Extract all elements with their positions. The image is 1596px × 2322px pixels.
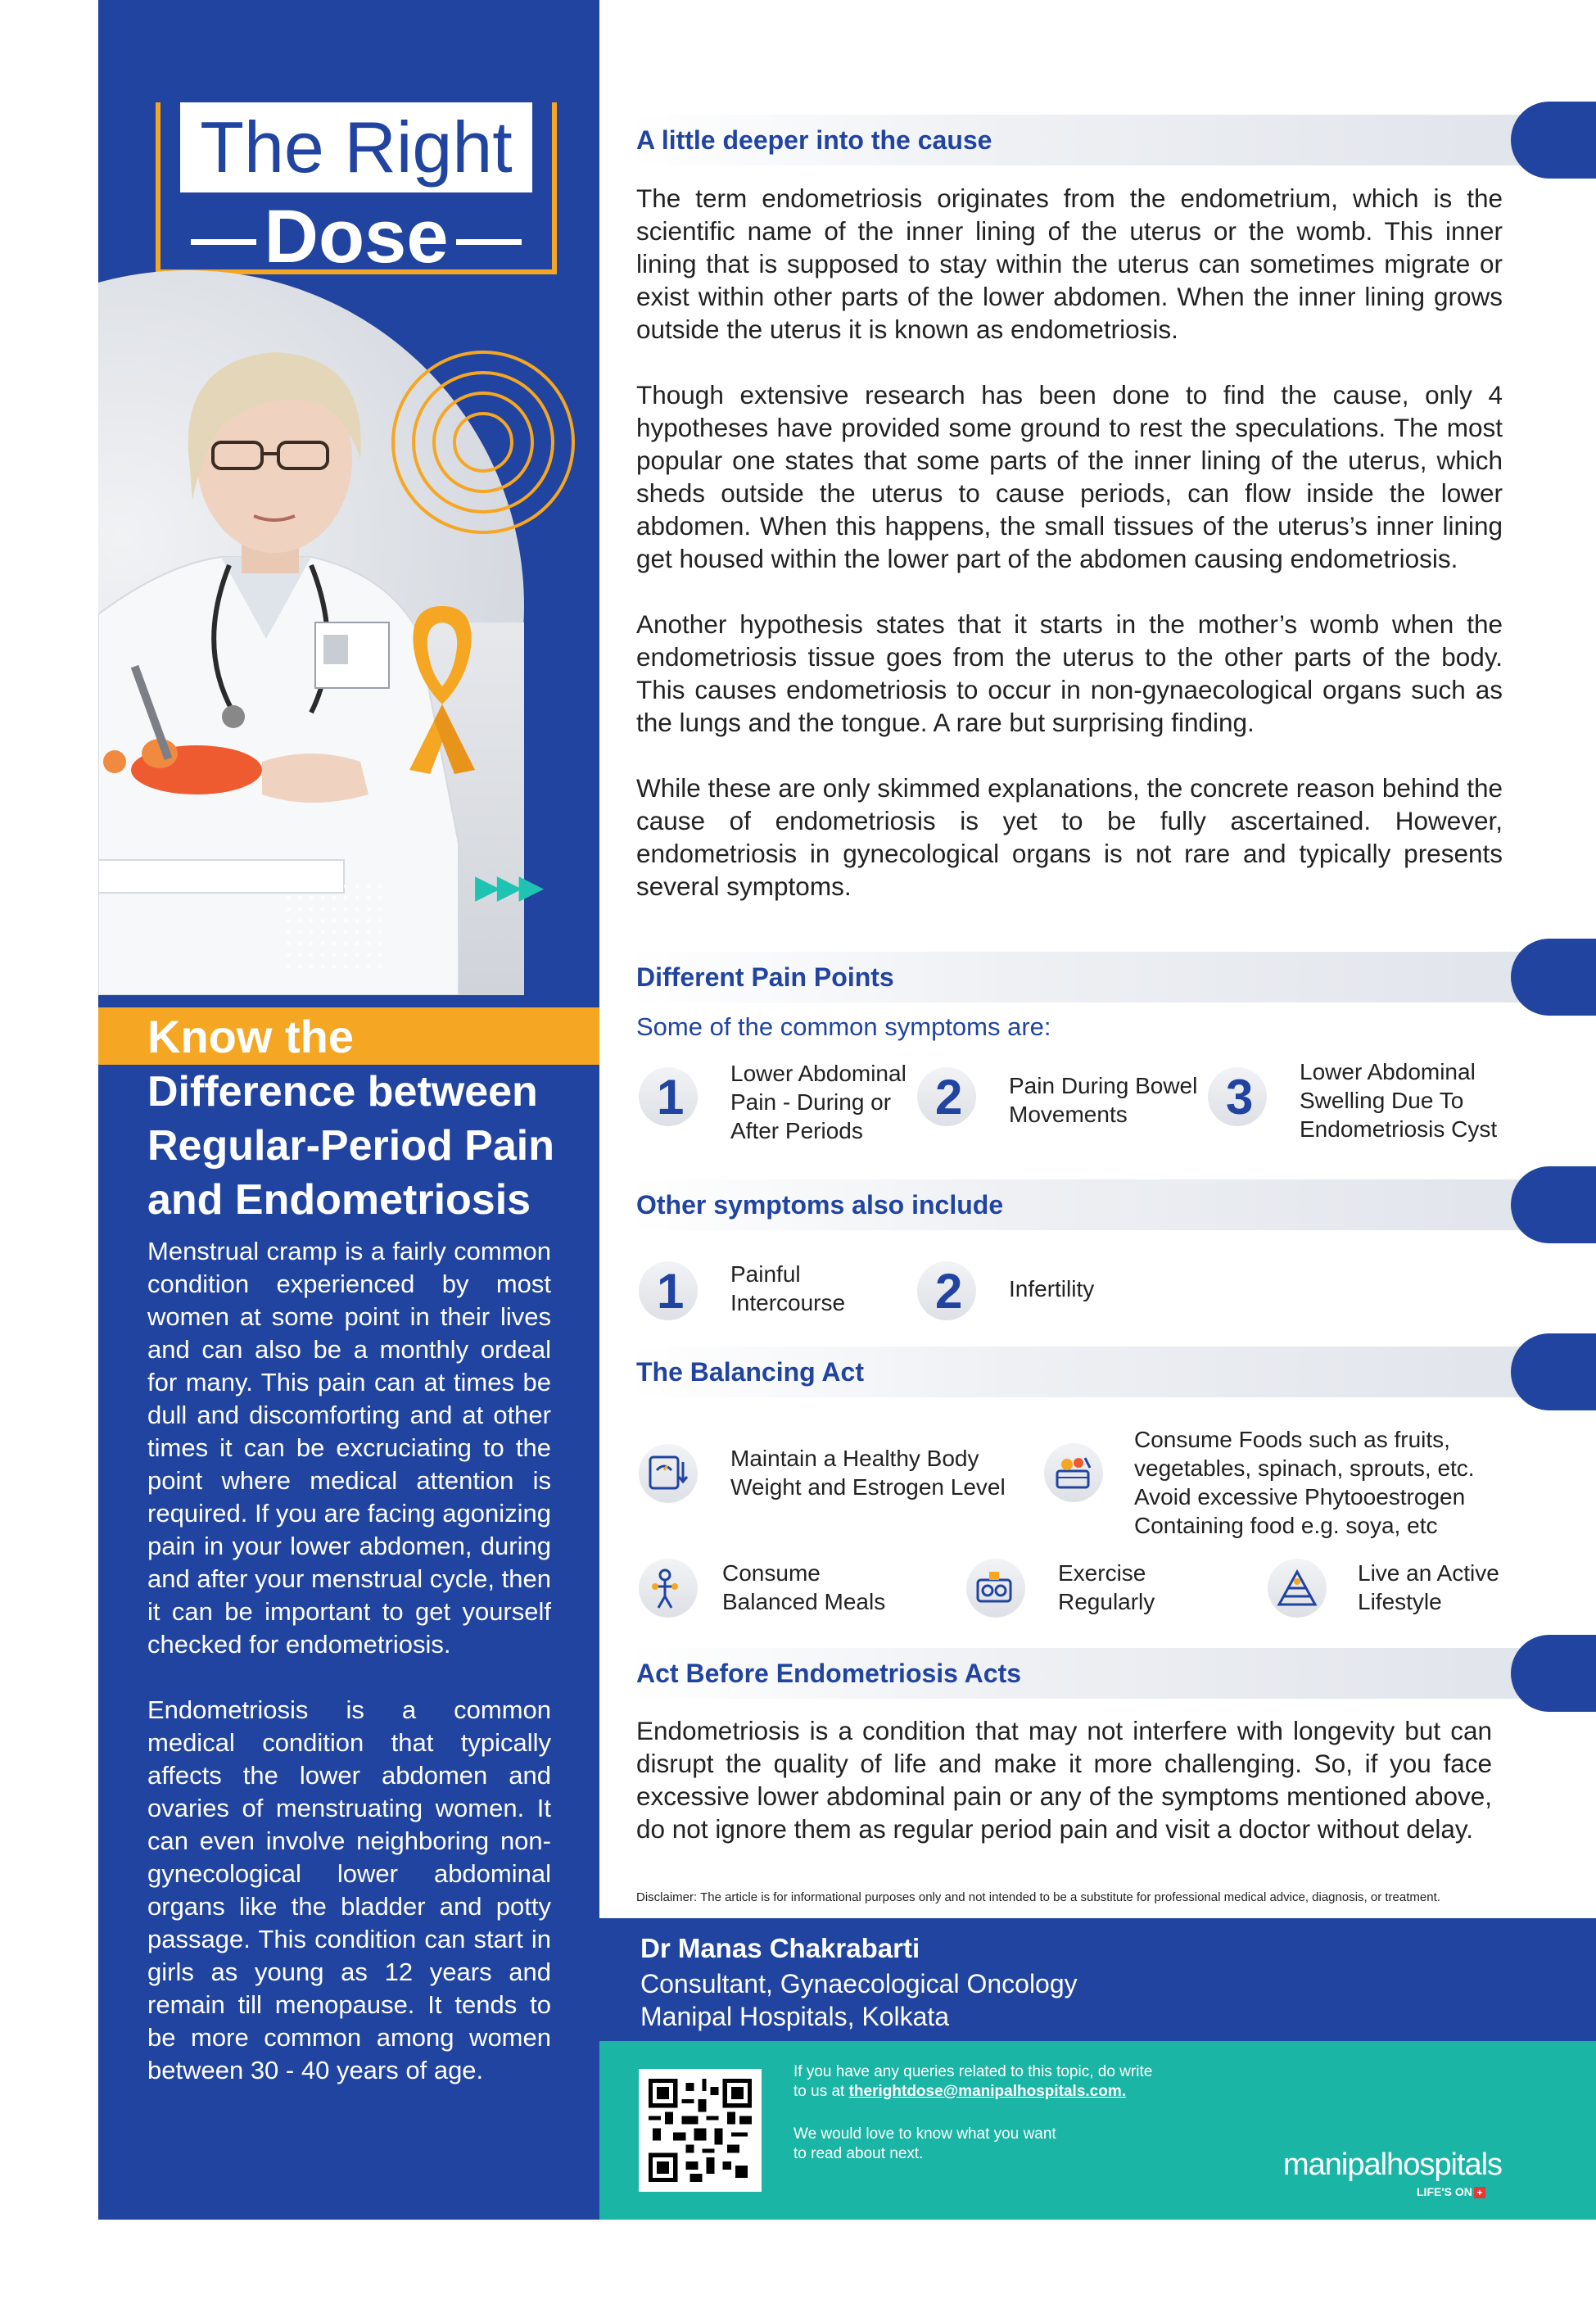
number-badge-text: 2 [935,1070,963,1125]
balance-item-lifestyle-line2: Lifestyle [1358,1589,1442,1614]
concentric-rings-graphic [389,348,577,536]
other-item-2-text [1009,1274,1094,1303]
balance-item-foods-line1: Consume Foods such as fruits, [1134,1427,1450,1452]
pain-item-1 [639,1059,917,1143]
footer-line2-prefix: to us at [793,2083,849,2100]
plus-cross-icon: + [1474,2187,1485,2198]
number-badge [917,1067,976,1126]
balance-item-lifestyle-text [1358,1559,1499,1616]
food-basket-icon [1044,1443,1103,1502]
number-badge [917,1261,976,1320]
pain-item-3 [1208,1059,1519,1142]
other-item-1-line1: Painful [730,1261,801,1287]
left-title-line4: and Endometriosis [147,1176,531,1224]
left-paragraph-2: Endometriosis is a common medical condition that typically affects the lower abdomen and ovaries of menstruating women. It can even involve neighboring non-gynecological lower abdominal organs like the bladder and potty passage. This condition can start in girls as young as 12 years and remain till menopause. It tends to be more common among women between 30 - 40 years of age. [147,1695,551,2084]
pain-item-3-text [1300,1057,1497,1143]
section-header-other [626,1179,1593,1230]
cause-body [636,182,1503,935]
doctor-hospital: Manipal Hospitals, Kolkata [640,2002,950,2031]
number-badge [639,1261,698,1320]
left-title-line1: Know the [147,1011,354,1062]
pain-item-2-line2: Movements [1009,1102,1128,1127]
footer-contact-text [793,2062,1152,2102]
balance-item-weight-line2: Weight and Estrogen Level [730,1474,1006,1500]
section-title-cause: A little deeper into the cause [636,125,992,155]
cause-paragraph-2: Though extensive research has been done to find the cause, only 4 hypotheses have provided some ground to rest the speculations. The most popular one states that some parts of the inner lining of the uterus, which sheds outside the uterus to cause periods, can flow inside the lower abdomen. When this happens, the small tissues of the uterus’s inner lining get housed within the lower part of the abdomen causing endometriosis. [636,380,1503,573]
other-item-1-line2: Intercourse [730,1290,846,1315]
section-header-cause [626,115,1593,165]
footer-line4: to read about next. [793,2145,924,2162]
triple-arrow-icon: ▶▶▶ [475,869,541,905]
cause-paragraph-3: Another hypothesis states that it starts in the mother’s womb when the endometriosis tissue goes from the uterus to the other parts of the body. This causes endometriosis to occur in non-gynaecological organs such as the lungs and the tongue. A rare but surprising finding. [636,609,1503,737]
doctor-info-bar [599,1918,1596,2041]
balance-item-exercise [966,1552,1237,1626]
section-title-act: Act Before Endometriosis Acts [636,1659,1022,1688]
left-column [98,0,599,2220]
section-header-act [626,1648,1593,1699]
qr-code[interactable] [639,2069,762,2192]
balance-item-exercise-line1: Exercise [1058,1560,1146,1586]
contact-email-link[interactable]: therightdose@manipalhospitals.com. [848,2083,1127,2100]
balance-item-lifestyle-line1: Live an Active [1358,1560,1499,1586]
logo-dash-left [191,239,256,245]
other-item-1 [639,1253,917,1327]
pain-subheading: Some of the common symptoms are: [636,1012,1051,1041]
section-tab-act [1511,1635,1596,1712]
logo-title-bottom-text: Dose [264,195,449,278]
left-body-text [147,1235,551,2120]
balance-item-foods-line4: Containing food e.g. soya, etc [1134,1513,1438,1538]
pain-item-3-line2: Swelling Due To [1300,1088,1464,1113]
left-title [147,1007,590,1227]
qr-code-image [649,2079,752,2182]
number-badge [639,1067,698,1126]
section-header-pain [626,952,1593,1003]
number-badge-text: 2 [935,1264,963,1319]
number-badge-text: 1 [657,1070,685,1125]
section-tab-balance [1511,1333,1596,1410]
balance-item-foods-line3: Avoid excessive Phytooestrogen [1134,1484,1466,1510]
other-item-2 [917,1253,1196,1327]
pain-item-1-line3: After Periods [730,1118,863,1143]
exercise-icon [966,1559,1025,1618]
footer-line1: If you have any queries related to this topic, do write [793,2063,1153,2080]
balance-item-weight-line1: Maintain a Healthy Body [730,1446,979,1471]
balance-item-exercise-text [1058,1559,1155,1616]
balance-item-lifestyle [1268,1552,1538,1626]
food-pyramid-icon [1268,1559,1327,1618]
logo-dash-right [456,239,522,245]
footer-bar [599,2041,1596,2220]
logo-title-bottom [156,195,557,278]
weight-scale-icon [639,1444,698,1503]
balance-item-weight-text [730,1444,1006,1501]
logo-title-top: The Right [180,102,532,192]
other-item-1-text [730,1260,845,1317]
manipal-hospitals-logo: manipalhospitals [1283,2148,1503,2182]
section-tab-cause [1511,102,1596,179]
number-badge-text: 3 [1226,1070,1254,1125]
footer-invite-text [793,2125,1056,2164]
section-tab-pain [1511,939,1596,1016]
pain-item-1-text [730,1059,907,1145]
pain-item-3-line1: Lower Abdominal [1300,1059,1476,1084]
pain-item-1-line1: Lower Abdominal [730,1061,907,1086]
section-title-pain: Different Pain Points [636,962,894,992]
balance-item-meals-line1: Consume [722,1560,821,1586]
section-header-balance [626,1347,1593,1397]
section-title-other: Other symptoms also include [636,1190,1004,1220]
pain-item-1-line2: Pain - During or [730,1089,892,1115]
logo-tagline-text: LIFE'S ON [1417,2185,1472,2198]
number-badge [1208,1067,1267,1126]
cause-paragraph-4: While these are only skimmed explanations, the concrete reason behind the cause of endometriosis is yet to be fully ascertained. However, endometriosis in gynecological organs is not rare and typically presents several symptoms. [636,773,1503,901]
disclaimer-text: Disclaimer: The article is for informational purposes only and not intended to be a substitute for professional medical advice, diagnosis, or treatment. [636,1890,1440,1904]
pain-item-3-line3: Endometriosis Cyst [1300,1116,1498,1142]
number-badge-text: 1 [657,1264,685,1319]
balance-item-foods-line2: vegetables, spinach, sprouts, etc. [1134,1455,1475,1481]
footer-line2 [793,2082,1152,2102]
left-paragraph-1: Menstrual cramp is a fairly common condition experienced by most women at some point in their lives and can also be a monthly ordeal for many. This pain can at times be dull and discomforting and at other times it can be excruciating to the point where medical attention is required. If you are facing agonizing pain in your lower abdomen, during and after your menstrual cycle, then it can be important to get yourself checked for endometriosis. [147,1237,551,1659]
section-title-balance: The Balancing Act [636,1357,864,1387]
other-item-2-line1: Infertility [1009,1276,1095,1301]
awareness-ribbon-icon [393,590,491,778]
dot-pattern-decoration [283,880,381,971]
cause-paragraph-1: The term endometriosis originates from the endometrium, which is the scientific name of the inner lining of the uterus or the womb. This inner lining that is supposed to stay within the uterus can sometimes migrate or exist within other parts of the lower abdomen. When the inner lining grows outside the uterus it is known as endometriosis. [636,183,1503,344]
pain-item-2 [917,1059,1212,1133]
left-title-line2: Difference between [147,1068,538,1116]
balanced-meal-icon [639,1559,698,1618]
balance-item-meals-text [722,1559,885,1616]
balance-item-foods [1044,1425,1535,1538]
left-title-line3: Regular-Period Pain [147,1122,554,1170]
pain-item-2-text [1009,1071,1197,1129]
section-tab-other [1511,1166,1596,1243]
balance-item-foods-text [1134,1425,1475,1540]
doctor-role: Consultant, Gynaecological Oncology [640,1969,1078,1998]
logo-tagline [1417,2185,1485,2198]
act-body [636,1714,1492,1878]
the-right-dose-logo [156,102,557,278]
footer-line3: We would love to know what you want [793,2125,1056,2143]
balance-item-weight [639,1437,1032,1511]
balance-item-exercise-line2: Regularly [1058,1589,1155,1614]
pain-item-2-line1: Pain During Bowel [1009,1073,1198,1098]
doctor-name: Dr Manas Chakrabarti [640,1933,920,1963]
balance-item-meals [639,1552,950,1626]
balance-item-meals-line2: Balanced Meals [722,1589,886,1614]
act-paragraph-1: Endometriosis is a condition that may not interfere with longevity but can disrupt the quality of life and make it more challenging. So, if you face excessive lower abdominal pain or any of the symptoms mentioned above, do not ignore them as regular period pain and visit a doctor without delay. [636,1716,1492,1844]
